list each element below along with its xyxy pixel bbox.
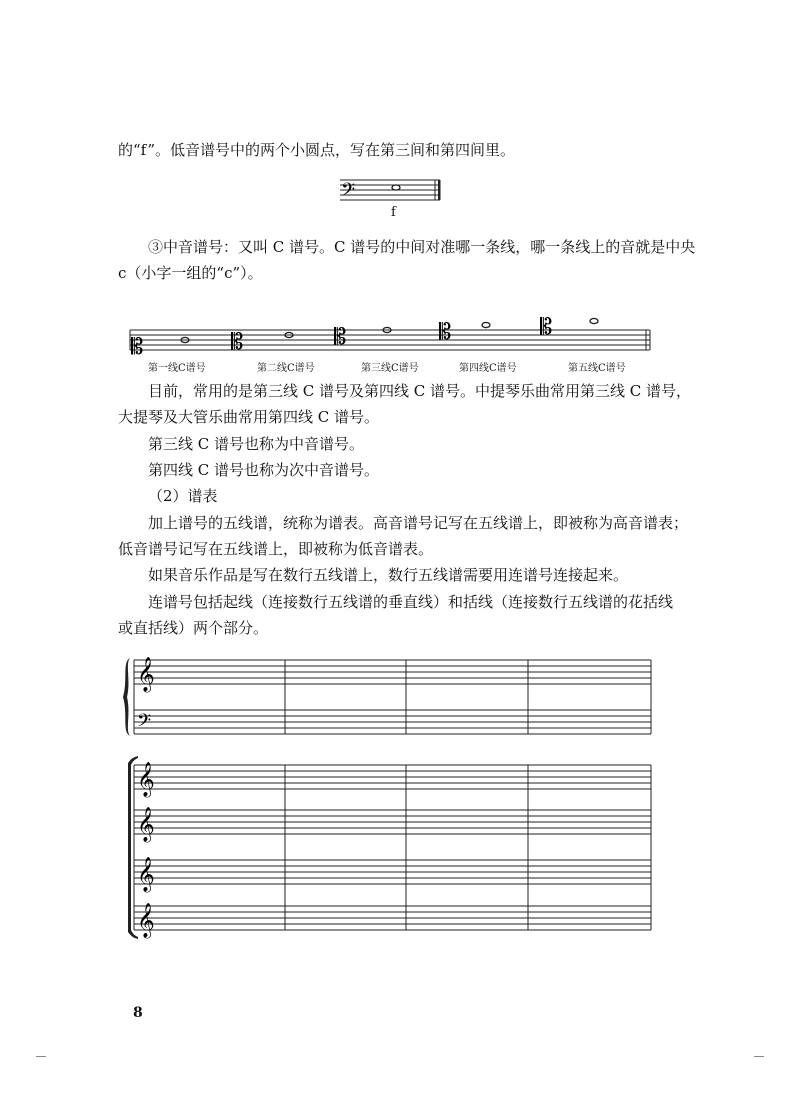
paragraph-connector-parts-end: 或直括线）两个部分。 [118,619,269,637]
caption-c-clef-2: 第二线C谱号 [257,363,315,374]
paragraph-tenor-name: 第四线 C 谱号也称为次中音谱号。 [148,461,380,479]
c-clef-staff [128,315,660,360]
bass-clef-icon: 𝄢 [341,180,356,205]
caption-c-clef-1: 第一线C谱号 [148,363,206,374]
paragraph-staff-definition: 加上谱号的五线谱，统称为谱表。高音谱号记写在五线谱上，即被称为高音谱表； [148,514,689,532]
paragraph-cello-bassoon: 大提琴及大管乐曲常用第四线 C 谱号。 [118,408,380,426]
section-heading-staves: （2）谱表 [148,487,218,505]
bass-clef-example [330,178,450,228]
treble-clef-icon: 𝄞 [137,903,155,938]
note-c [482,322,490,327]
four-staff-bracket [120,760,660,950]
note-c [590,318,598,323]
margin-mark-right [754,1056,764,1057]
paragraph-middle-c: c（小字一组的“c”）。 [118,264,263,282]
bass-clef-icon: 𝄢 [137,711,152,736]
treble-clef-icon: 𝄞 [137,657,155,692]
alto-clef-icon: 𝄡 [131,335,144,360]
bass-example-label: f [391,205,396,220]
paragraph-bass-staff: 低音谱号记写在五线谱上，即被称为低音谱表。 [118,540,434,558]
paragraph-common-c-clefs: 目前，常用的是第三线 C 谱号及第四线 C 谱号。中提琴乐曲常用第三线 C 谱号， [148,382,692,400]
alto-clef-icon: 𝄡 [231,330,244,355]
brace-icon [123,658,130,736]
treble-clef-icon: 𝄞 [137,807,155,842]
treble-clef-icon: 𝄞 [137,857,155,892]
paragraph-alto-name: 第三线 C 谱号也称为中音谱号。 [148,435,365,453]
caption-c-clef-3: 第三线C谱号 [361,363,419,374]
margin-mark-left [36,1056,46,1057]
grand-staff-brace [120,650,660,740]
alto-clef-icon: 𝄡 [540,315,553,340]
paragraph-multiple-staves: 如果音乐作品是写在数行五线谱上，数行五线谱需要用连谱号连接起来。 [148,566,629,584]
caption-c-clef-5: 第五线C谱号 [568,363,626,374]
alto-clef-icon: 𝄡 [334,325,347,350]
paragraph-bass-clef-note: 的“f”。低音谱号中的两个小圆点，写在第三间和第四间里。 [118,141,515,159]
page-number: 8 [133,1005,143,1021]
paragraph-alto-clef-intro: ③中音谱号：又叫 C 谱号。C 谱号的中间对准哪一条线，哪一条线上的音就是中央 [148,238,696,256]
caption-c-clef-4: 第四线C谱号 [459,363,517,374]
note-f [392,185,400,190]
treble-clef-icon: 𝄞 [137,762,155,797]
alto-clef-icon: 𝄡 [439,320,452,345]
paragraph-connector-parts: 连谱号包括起线（连接数行五线谱的垂直线）和括线（连接数行五线谱的花括线 [148,593,674,611]
